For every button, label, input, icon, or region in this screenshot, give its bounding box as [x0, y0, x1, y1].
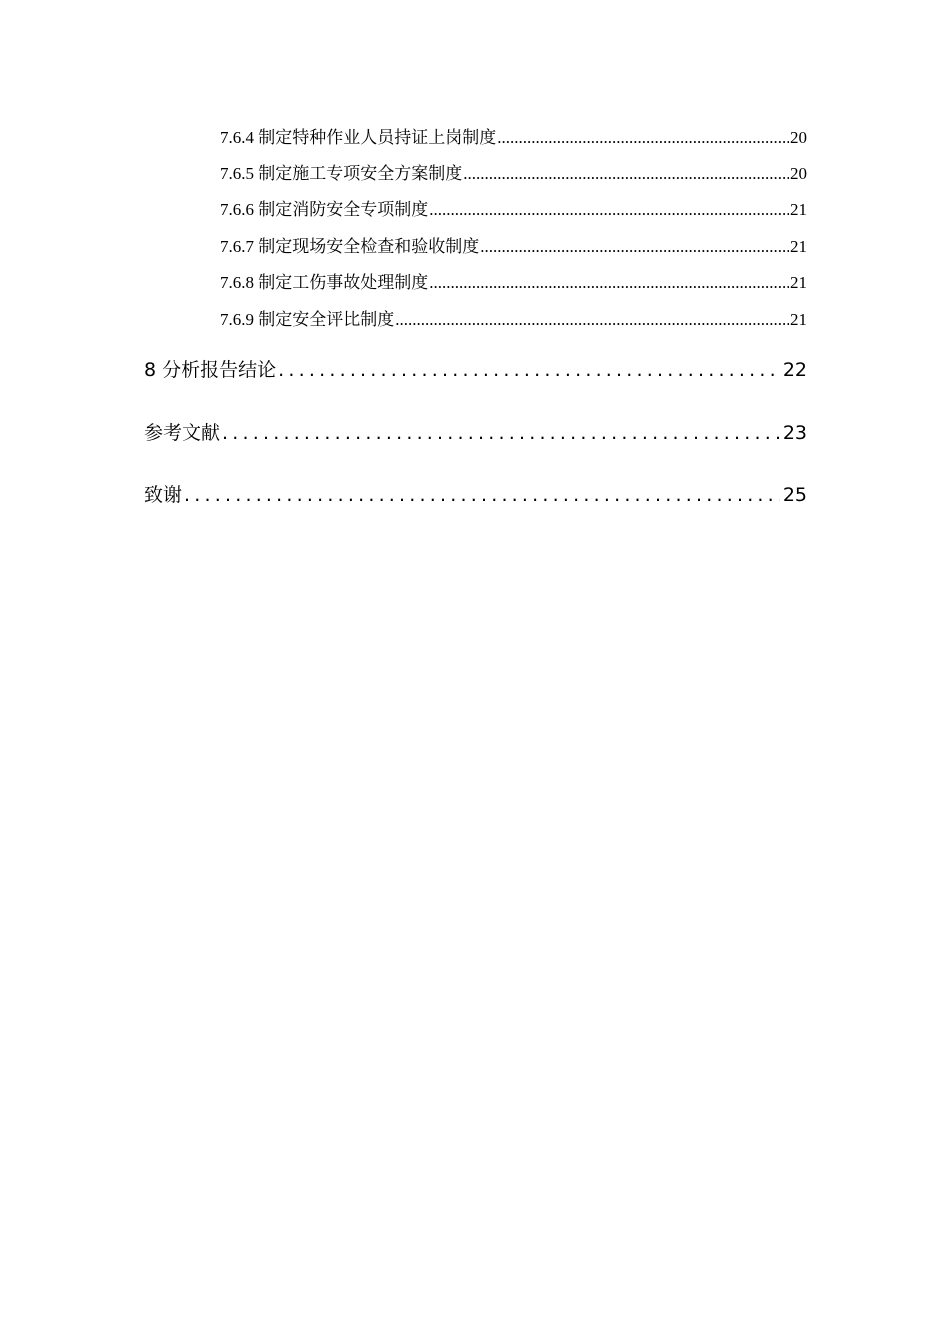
toc-entry-page: 21: [790, 237, 807, 256]
toc-entry-7-6-5[interactable]: [220, 163, 807, 185]
toc-entry-7-6-9[interactable]: [220, 309, 807, 331]
toc-entry-label: 7.6.7 制定现场安全检查和验收制度: [220, 237, 480, 256]
toc-entry-references[interactable]: [144, 420, 807, 446]
toc-entry-page: 25: [782, 484, 807, 506]
toc-entry-7-6-6[interactable]: [220, 199, 807, 221]
toc-entry-7-6-7[interactable]: [220, 236, 807, 258]
toc-entry-7-6-8[interactable]: [220, 272, 807, 294]
toc-entry-label: 7.6.9 制定安全评比制度: [220, 310, 395, 329]
toc-dot-leader: [480, 236, 789, 258]
toc-dot-leader: [429, 199, 789, 221]
toc-entry-page: 21: [790, 273, 807, 292]
toc-dot-leader: [395, 309, 789, 331]
toc-entry-page: 21: [790, 200, 807, 219]
toc-dot-leader: [429, 272, 789, 294]
toc-entry-conclusion[interactable]: [144, 357, 807, 383]
toc-dot-leader: [184, 482, 780, 508]
toc-entry-page: 21: [790, 310, 807, 329]
toc-entry-label: 致谢: [144, 484, 183, 506]
toc-entry-7-6-4[interactable]: [220, 127, 807, 149]
toc-entry-label: 8 分析报告结论: [144, 359, 277, 381]
toc-dot-leader: [463, 163, 789, 185]
toc-dot-leader: [278, 357, 780, 383]
toc-entry-page: 20: [790, 164, 807, 183]
toc-entry-page: 22: [782, 359, 807, 381]
toc-entry-label: 7.6.6 制定消防安全专项制度: [220, 200, 429, 219]
toc-entry-page: 23: [782, 422, 807, 444]
toc-entry-acknowledgements[interactable]: [144, 482, 807, 508]
toc-entry-label: 7.6.8 制定工伤事故处理制度: [220, 273, 429, 292]
toc-entry-label: 7.6.4 制定特种作业人员持证上岗制度: [220, 128, 497, 147]
toc-dot-leader: [497, 127, 789, 149]
toc-entry-label: 7.6.5 制定施工专项安全方案制度: [220, 164, 463, 183]
toc-entry-page: 20: [790, 128, 807, 147]
toc-entry-label: 参考文献: [144, 422, 221, 444]
toc-dot-leader: [222, 420, 780, 446]
